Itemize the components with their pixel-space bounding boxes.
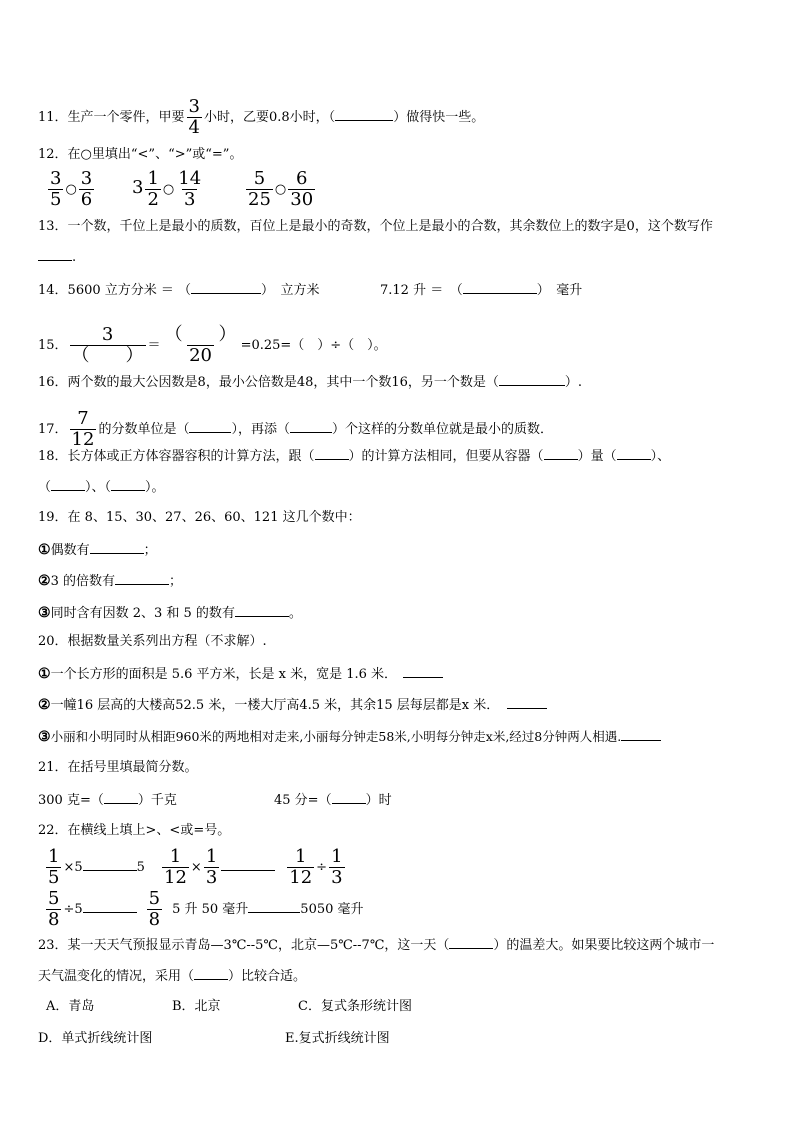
answer-blank[interactable] bbox=[104, 791, 138, 804]
answer-blank[interactable] bbox=[507, 696, 547, 709]
question-19-item-1: ①偶数有 ； bbox=[38, 542, 157, 558]
question-18: 18．长方体或正方体容器容积的计算方法，跟（ ）的计算方法相同，但要从容器（ ）量（ ）、 bbox=[38, 449, 671, 464]
compare-item-c bbox=[244, 170, 317, 209]
answer-blank[interactable] bbox=[403, 665, 443, 678]
fraction: $\frac{3}{4}$ bbox=[188, 96, 200, 138]
question-21: 21．在括号里填最简分数。 bbox=[38, 760, 198, 775]
answer-blank[interactable] bbox=[115, 572, 169, 585]
fraction: $\frac{1}{3}$ bbox=[205, 846, 218, 888]
answer-blank[interactable] bbox=[248, 900, 300, 913]
question-20-item-3: ③小丽和小明同时从相距960米的两地相对走来,小丽每分钟走58米,小明每分钟走x米,经过8分钟两人相遇. bbox=[38, 728, 661, 746]
fraction: $\frac{5}{8}$ bbox=[148, 888, 161, 930]
compare-circle[interactable]: ○ bbox=[274, 182, 287, 197]
question-22-row-1: $\frac{1}{5}$ ×5 5 bbox=[48, 846, 145, 888]
question-22-row-2: $\frac{5}{8}$ ÷5 $\frac{5}{8}$ 5 升 50 毫升 5050 毫升 bbox=[48, 888, 364, 930]
question-14-b: 7.12 升 ＝ （ ） 毫升 bbox=[380, 283, 583, 298]
answer-blank[interactable] bbox=[83, 858, 137, 871]
question-19: 19．在 8、15、30、27、26、60、121 这几个数中： bbox=[38, 510, 361, 525]
question-13-line2: . bbox=[38, 248, 76, 267]
fraction: $\frac{1}{5}$ bbox=[48, 846, 60, 888]
question-23-line2: 天气温变化的情况，采用（ ）比较合适。 bbox=[38, 969, 307, 984]
fraction: $\frac{5}{8}$ bbox=[48, 888, 60, 930]
fraction: $\frac{7}{12}$ bbox=[71, 408, 95, 450]
fraction: $\frac{3}{( )}$ bbox=[71, 324, 144, 366]
option-a[interactable]: A．青岛 bbox=[46, 999, 95, 1014]
compare-item-b: 3 $\frac{1}{2}$ ○ $\frac{14}{3}$ bbox=[132, 168, 202, 210]
question-22-row-1b: $\frac{1}{12}$ × $\frac{1}{3}$ $\frac{1}{12}$ ÷ $\frac{1}{3}$ bbox=[164, 846, 343, 888]
fraction: $\frac{1}{2}$ bbox=[147, 168, 159, 210]
compare-circle[interactable]: ○ bbox=[65, 182, 77, 197]
question-13: 13．一个数，千位上是最小的质数，百位上是最小的奇数，个位上是最小的合数，其余数位上的数字是0，这个数写作 bbox=[38, 219, 713, 234]
question-17: 17． $\frac{7}{12}$ 的分数单位是（ ），再添（ ）个这样的分数单位就是最小的质数． bbox=[38, 408, 553, 450]
answer-blank[interactable] bbox=[315, 447, 349, 460]
fraction: $\frac{3}{5}$ bbox=[50, 168, 62, 210]
question-18-line2: （ ）、（ ）。 bbox=[38, 480, 165, 495]
answer-blank[interactable] bbox=[335, 108, 393, 121]
compare-circle[interactable]: ○ bbox=[162, 182, 175, 197]
question-22: 22．在横线上填上>、<或=号。 bbox=[38, 823, 231, 838]
fraction: $\frac{5}{25}$ bbox=[248, 168, 271, 210]
fraction: $\frac{( )}{20}$ bbox=[164, 324, 237, 366]
answer-blank[interactable] bbox=[83, 900, 137, 913]
question-12: 12．在○里填出“<”、“>”或“=”。 bbox=[38, 147, 243, 162]
question-14: 14．5600 立方分米 ＝ （ ） 立方米 bbox=[38, 283, 320, 298]
answer-blank[interactable] bbox=[290, 420, 332, 433]
answer-blank[interactable] bbox=[499, 373, 565, 386]
answer-blank[interactable] bbox=[194, 967, 228, 980]
option-d[interactable]: D．单式折线统计图 bbox=[38, 1031, 153, 1046]
answer-blank[interactable] bbox=[449, 936, 493, 949]
compare-item-a bbox=[46, 170, 96, 209]
answer-blank[interactable] bbox=[235, 604, 289, 617]
question-16: 16．两个数的最大公因数是8，最小公倍数是48，其中一个数16，另一个数是（ ）. bbox=[38, 375, 583, 390]
fraction: $\frac{1}{3}$ bbox=[331, 846, 343, 888]
question-11: 11．生产一个零件，甲要 $\frac{3}{4}$ 小时，乙要0.8小时，（ ）做得快一些。 bbox=[38, 96, 485, 138]
answer-blank[interactable] bbox=[189, 420, 231, 433]
question-20-item-1: ①一个长方形的面积是 5.6 平方米，长是 x 米，宽是 1.6 米． bbox=[38, 665, 443, 684]
question-21-a: 300 克=（ ）千克 bbox=[38, 793, 177, 808]
fraction: $\frac{1}{12}$ bbox=[289, 846, 313, 888]
answer-blank[interactable] bbox=[617, 447, 651, 460]
answer-blank[interactable] bbox=[463, 281, 537, 294]
question-19-item-2: ②3 的倍数有 ； bbox=[38, 573, 182, 589]
answer-blank[interactable] bbox=[332, 791, 366, 804]
option-c[interactable]: C．复式条形统计图 bbox=[298, 999, 412, 1014]
answer-blank[interactable] bbox=[51, 478, 85, 491]
option-e[interactable]: E.复式折线统计图 bbox=[285, 1031, 390, 1046]
question-21-b: 45 分=（ ）时 bbox=[274, 793, 392, 808]
option-b[interactable]: B．北京 bbox=[172, 999, 221, 1014]
fraction: $\frac{1}{12}$ bbox=[164, 846, 187, 888]
answer-blank[interactable] bbox=[111, 478, 145, 491]
fraction: $\frac{14}{3}$ bbox=[178, 168, 202, 210]
answer-blank[interactable] bbox=[191, 281, 261, 294]
question-19-item-3: ③同时含有因数 2、3 和 5 的数有 。 bbox=[38, 605, 302, 621]
answer-blank[interactable] bbox=[544, 447, 578, 460]
question-15: 15． $\frac{3}{( )}$ ＝ $\frac{( )}{20}$ =0.25=（ ）÷（ ）。 bbox=[38, 324, 387, 366]
question-20: 20．根据数量关系列出方程（不求解）. bbox=[38, 634, 267, 649]
fraction: $\frac{6}{30}$ bbox=[290, 168, 314, 210]
answer-blank[interactable] bbox=[621, 728, 661, 741]
question-20-item-2: ②一幢16 层高的大楼高52.5 米，一楼大厅高4.5 米，其余15 层每层都是x 米． bbox=[38, 696, 547, 715]
question-23: 23．某一天天气预报显示青岛—3℃--5℃，北京—5℃--7℃，这一天（ ）的温差大。如果要比较这两个城市一 bbox=[38, 938, 715, 953]
answer-blank[interactable] bbox=[38, 248, 72, 261]
answer-blank[interactable] bbox=[221, 858, 275, 871]
fraction: $\frac{3}{6}$ bbox=[80, 168, 93, 210]
answer-blank[interactable] bbox=[90, 541, 144, 554]
